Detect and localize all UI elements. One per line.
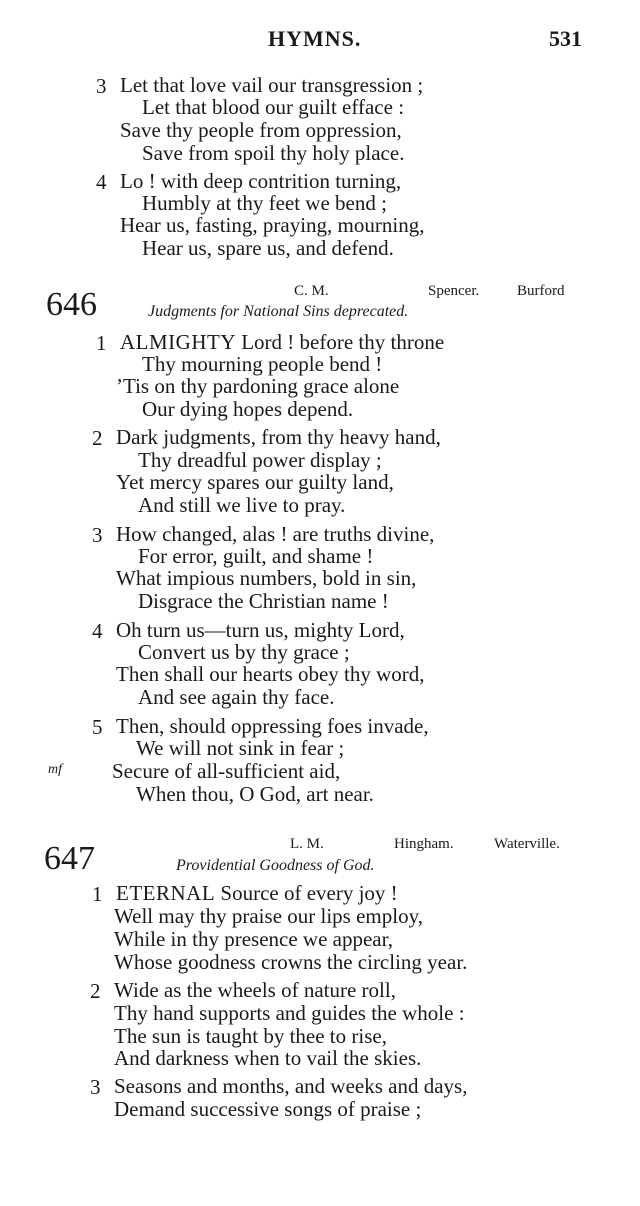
verse-line: Demand successive songs of praise ; [114,1097,422,1121]
dynamic-marking: mf [48,762,62,777]
page-number: 531 [549,26,582,51]
verse-line: Thy dreadful power display ; [138,448,382,472]
verse-line: Thy hand supports and guides the whole : [114,1001,465,1025]
verse-number: 1 [92,882,103,906]
verse-line: And darkness when to vail the skies. [114,1046,422,1070]
verse-first-word: ALMIGHTY [120,330,236,354]
verse-line: Hear us, spare us, and defend. [142,236,394,260]
verse-number: 5 [92,715,103,739]
verse-line: What impious numbers, bold in sin, [116,566,417,590]
hymn-meter: L. M. [290,836,324,852]
verse-number: 3 [96,74,107,98]
verse-number: 2 [90,979,101,1003]
verse-line: Dark judgments, from thy heavy hand, [116,425,441,449]
verse-line: Our dying hopes depend. [142,397,354,421]
hymn-meter: C. M. [294,283,329,299]
verse-line: Well may thy praise our lips employ, [114,904,423,928]
verse-line: Wide as the wheels of nature roll, [114,978,396,1002]
verse-line: When thou, O God, art near. [136,782,374,806]
verse-line: Let that blood our guilt efface : [142,95,405,119]
verse-line: Let that love vail our transgression ; [120,73,424,97]
verse-line: Then, should oppressing foes invade, [116,714,429,738]
verse-line: Lo ! with deep contrition turning, [120,169,402,193]
tune-name: Hingham. [394,836,454,852]
verse-number: 2 [92,426,103,450]
verse-first-line [116,882,398,904]
verse-number: 3 [90,1075,101,1099]
verse-line: And still we live to pray. [138,493,346,517]
hymn-title: Judgments for National Sins deprecated. [148,303,409,320]
tune-name: Burford [517,283,565,299]
verse-line: How changed, alas ! are truths divine, [116,522,435,546]
verse-line: Save thy people from oppression, [120,118,402,142]
hymn-number: 646 [46,286,97,323]
verse-number: 4 [96,170,107,194]
tune-name: Waterville. [494,836,560,852]
verse-line: Thy mourning people bend ! [142,352,383,376]
verse-number: 3 [92,523,103,547]
verse-number: 4 [92,619,103,643]
verse-line: And see again thy face. [138,685,335,709]
verse-line: Humbly at thy feet we bend ; [142,191,387,215]
verse-line: Yet mercy spares our guilty land, [116,470,394,494]
verse-line: While in thy presence we appear, [114,927,394,951]
hymn-title: Providential Goodness of God. [176,857,375,874]
verse-line: ’Tis on thy pardoning grace alone [116,374,400,398]
verse-line: Seasons and months, and weeks and days, [114,1074,468,1098]
verse-line-rest: Source of every joy ! [215,881,398,905]
tune-name: Spencer. [428,283,480,299]
verse-line: Oh turn us—turn us, mighty Lord, [116,618,405,642]
verse-line: The sun is taught by thee to rise, [114,1024,387,1048]
verse-line: We will not sink in fear ; [136,736,345,760]
verse-line-rest: Lord ! before thy throne [235,330,445,354]
verse-line: Save from spoil thy holy place. [142,141,405,165]
hymn-number: 647 [44,840,95,877]
verse-line: Convert us by thy grace ; [138,640,350,664]
verse-line: Hear us, fasting, praying, mourning, [120,213,425,237]
verse-line: Secure of all-sufficient aid, [112,759,341,783]
running-head: HYMNS. [268,26,362,51]
verse-line: Then shall our hearts obey thy word, [116,662,425,686]
verse-line: Disgrace the Christian name ! [138,589,389,613]
verse-first-line [120,331,444,353]
verse-line: Whose goodness crowns the circling year. [114,950,468,974]
verse-first-word: ETERNAL [116,881,216,905]
verse-number: 1 [96,331,107,355]
verse-line: For error, guilt, and shame ! [138,544,374,568]
